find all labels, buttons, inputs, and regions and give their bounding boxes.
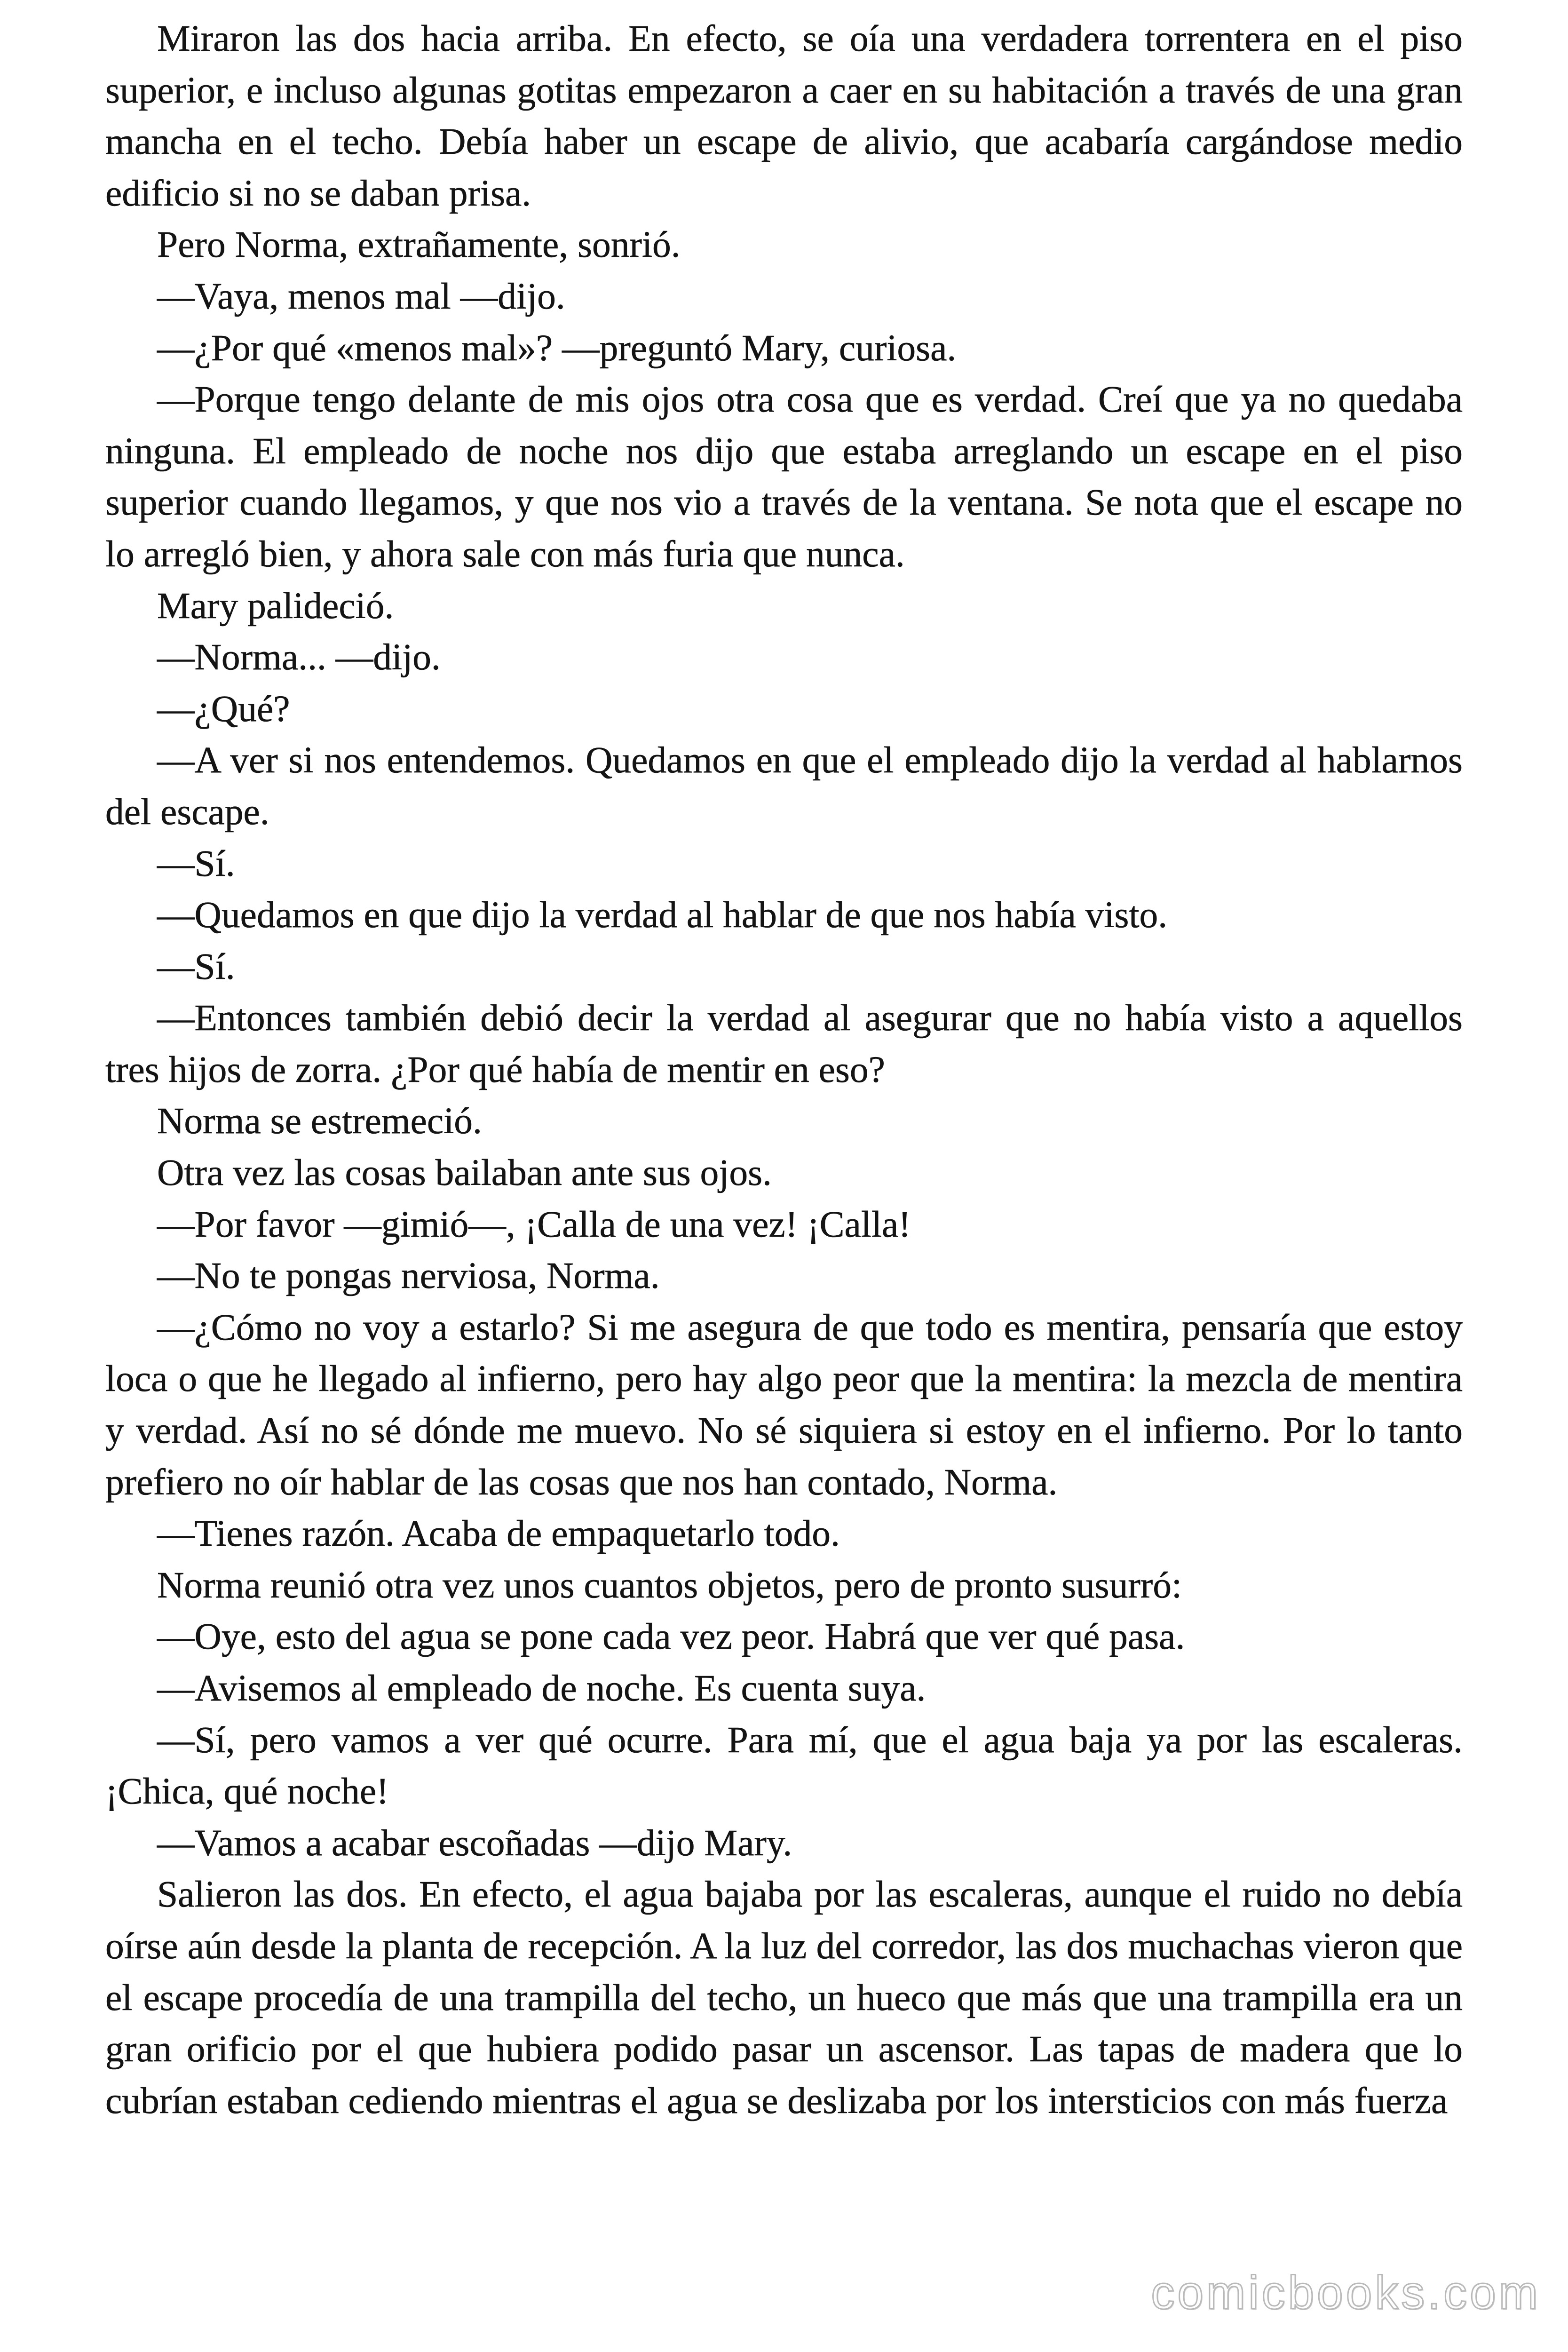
- paragraph: —Tienes razón. Acaba de empaquetarlo todo.: [157, 1513, 840, 1555]
- paragraph: Miraron las dos hacia arriba. En efecto, se oía una verdadera torrentera en el piso superior, e incluso algunas gotitas empezaron a caer en su habitación a través de una gran mancha en el techo. Debía haber un escape de alivio, que acabaría cargándose medio edificio si no se daban prisa.: [105, 18, 1463, 214]
- paragraph: —¿Qué?: [157, 688, 290, 730]
- paragraph: Salieron las dos. En efecto, el agua bajaba por las escaleras, aunque el ruido no debía oírse aún desde la planta de recepción. A la luz del corredor, las dos muchachas vieron que el escape procedía de una trampilla del techo, un hueco que más que una trampilla era un gran orificio por el que hubiera podido pasar un ascensor. Las tapas de madera que lo cubrían estaban cediendo mientras el agua se deslizaba por los intersticios con más fuerza: [105, 1874, 1463, 2122]
- paragraph: —Sí, pero vamos a ver qué ocurre. Para mí, que el agua baja ya por las escaleras. ¡Chica, qué noche!: [105, 1719, 1463, 1812]
- watermark: comicbooks.com: [1151, 2266, 1541, 2319]
- paragraph: —A ver si nos entendemos. Quedamos en que el empleado dijo la verdad al hablarnos del escape.: [105, 739, 1463, 833]
- paragraph: Norma reunió otra vez unos cuantos objetos, pero de pronto susurró:: [157, 1564, 1182, 1606]
- paragraph: —Porque tengo delante de mis ojos otra cosa que es verdad. Creí que ya no quedaba ninguna. El empleado de noche nos dijo que estaba arreglando un escape en el piso superior cuando llegamos, y que nos vio a través de la ventana. Se nota que el escape no lo arregló bien, y ahora sale con más furia que nunca.: [105, 379, 1463, 575]
- paragraph: Norma se estremeció.: [157, 1100, 482, 1142]
- paragraph: Pero Norma, extrañamente, sonrió.: [157, 224, 681, 266]
- paragraph: —Avisemos al empleado de noche. Es cuenta suya.: [157, 1668, 926, 1709]
- paragraph: —Sí.: [157, 946, 235, 987]
- paragraph: —Vaya, menos mal —dijo.: [157, 275, 565, 317]
- paragraph: —Entonces también debió decir la verdad al asegurar que no había visto a aquellos tres hijos de zorra. ¿Por qué había de mentir en eso?: [105, 997, 1463, 1090]
- paragraph: —¿Por qué «menos mal»? —preguntó Mary, curiosa.: [157, 327, 957, 369]
- body-text: [105, 13, 1463, 2127]
- paragraph: —Quedamos en que dijo la verdad al hablar de que nos había visto.: [157, 894, 1168, 936]
- paragraph: —Norma... —dijo.: [157, 636, 441, 678]
- paragraph: —¿Cómo no voy a estarlo? Si me asegura de que todo es mentira, pensaría que estoy loca o que he llegado al infierno, pero hay algo peor que la mentira: la mezcla de mentira y verdad. Así no sé dónde me muevo. No sé siquiera si estoy en el infierno. Por lo tanto prefiero no oír hablar de las cosas que nos han contado, Norma.: [105, 1306, 1463, 1503]
- paragraph: Otra vez las cosas bailaban ante sus ojos.: [157, 1152, 772, 1194]
- paragraph: —Sí.: [157, 842, 235, 884]
- paragraph: —No te pongas nerviosa, Norma.: [157, 1255, 660, 1297]
- paragraph: Mary palideció.: [157, 585, 394, 627]
- paragraph: —Vamos a acabar escoñadas —dijo Mary.: [157, 1822, 792, 1864]
- paragraph: —Por favor —gimió—, ¡Calla de una vez! ¡Calla!: [157, 1203, 911, 1245]
- paragraph: —Oye, esto del agua se pone cada vez peor. Habrá que ver qué pasa.: [157, 1616, 1185, 1658]
